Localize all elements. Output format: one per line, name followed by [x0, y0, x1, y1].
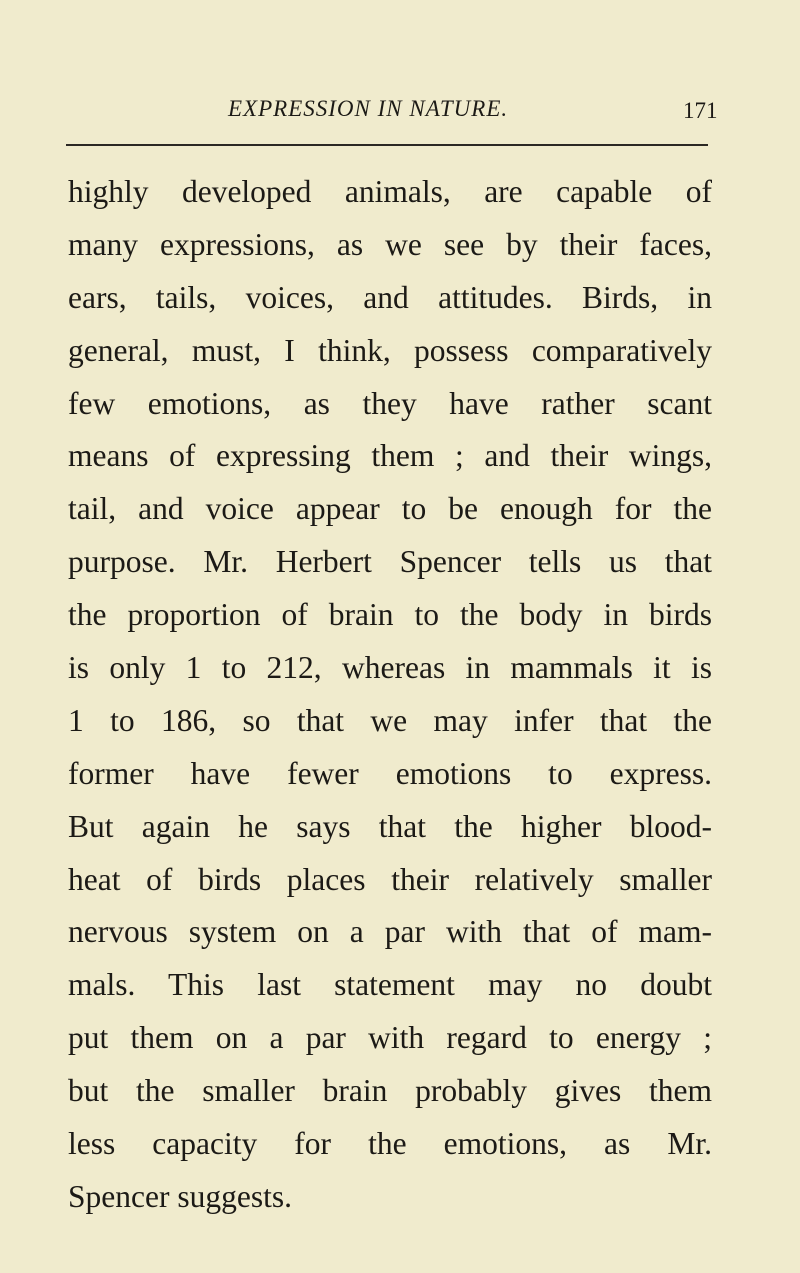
text-line: purpose. Mr. Herbert Spencer tells us that — [68, 544, 712, 580]
text-line: few emotions, as they have rather scant — [68, 385, 712, 421]
body-paragraph — [68, 172, 712, 1230]
text-line: But again he says that the higher blood- — [68, 808, 712, 844]
text-line: less capacity for the emotions, as Mr. — [68, 1126, 712, 1162]
text-line: Spencer suggests. — [68, 1178, 292, 1214]
text-line: general, must, I think, possess comparatively — [68, 332, 712, 368]
text-line: former have fewer emotions to express. — [68, 755, 712, 791]
text-line: heat of birds places their relatively smaller — [68, 861, 712, 897]
page-number: 171 — [683, 98, 718, 123]
text-line: highly developed animals, are capable of — [68, 174, 712, 209]
page-header — [0, 96, 800, 136]
text-line: 1 to 186, so that we may infer that the — [68, 702, 712, 738]
text-line: many expressions, as we see by their faces, — [68, 226, 712, 262]
text-line: tail, and voice appear to be enough for the — [68, 491, 712, 527]
text-line: ears, tails, voices, and attitudes. Birds, in — [68, 279, 712, 315]
text-line: the proportion of brain to the body in birds — [68, 597, 712, 633]
text-line: put them on a par with regard to energy ; — [68, 1020, 712, 1056]
header-rule — [66, 144, 708, 146]
text-line: mals. This last statement may no doubt — [68, 967, 712, 1003]
text-line: but the smaller brain probably gives them — [68, 1073, 712, 1109]
text-line: means of expressing them ; and their wings, — [68, 438, 712, 474]
running-title: EXPRESSION IN NATURE. — [228, 96, 509, 121]
text-line: is only 1 to 212, whereas in mammals it is — [68, 650, 712, 686]
text-line: nervous system on a par with that of mam- — [68, 914, 712, 950]
